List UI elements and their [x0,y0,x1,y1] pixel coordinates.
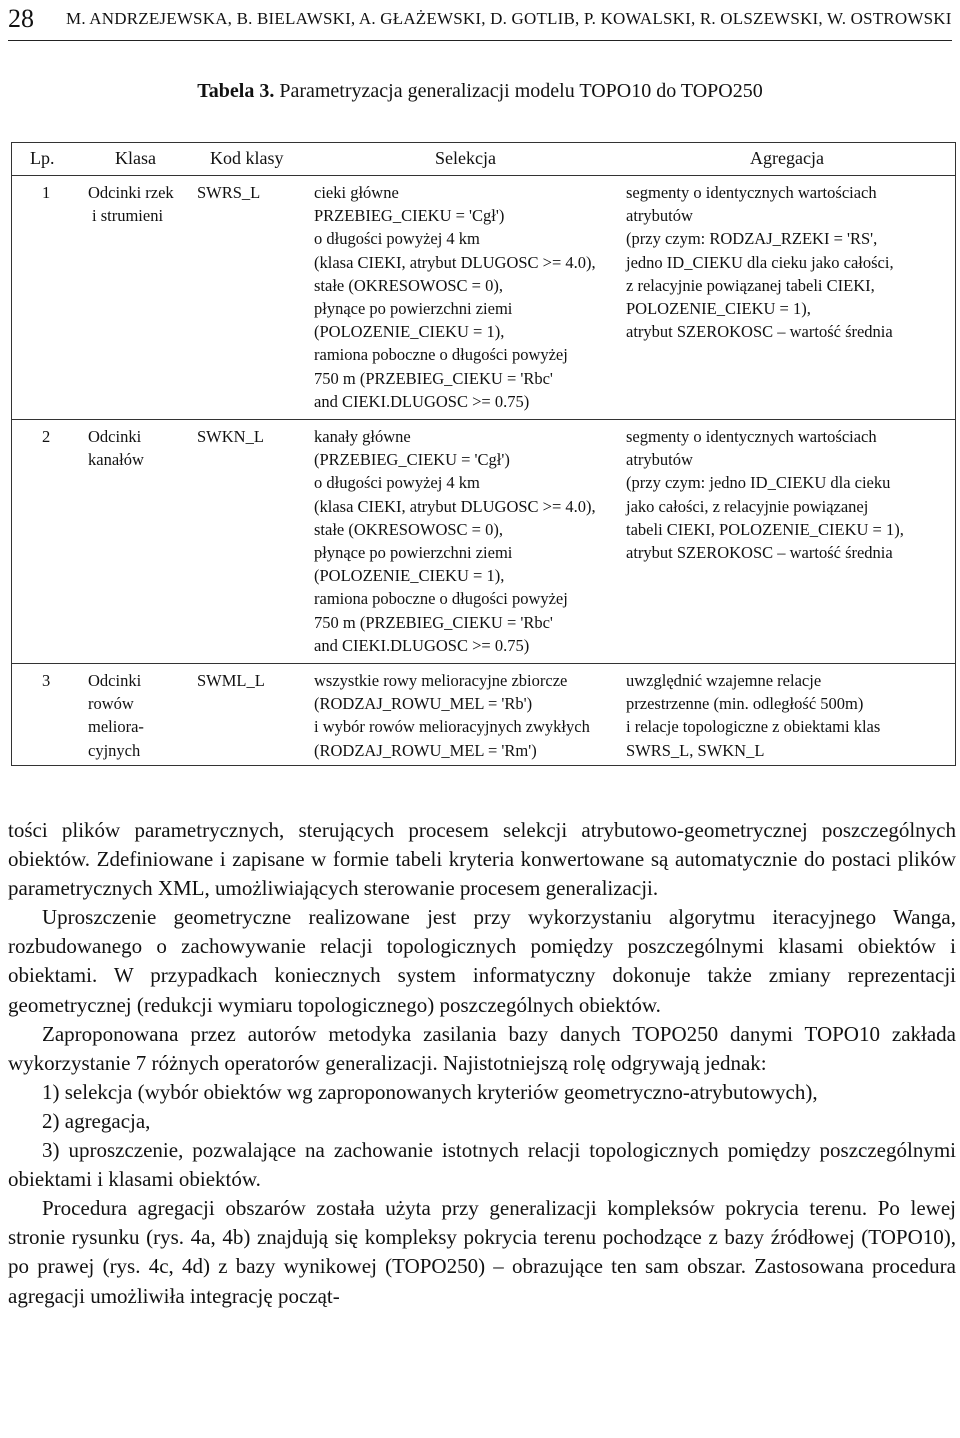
row3-selekcja-line: (RODZAJ_ROWU_MEL = 'Rb') [314,694,533,714]
list-item: 2) agregacja, [42,1108,151,1133]
row1-selekcja-line: o długości powyżej 4 km [314,229,480,249]
row2-selekcja-line: and CIEKI.DLUGOSC >= 0.75) [314,635,530,655]
row2-agregacja-line: atrybut SZEROKOSC – wartość średnia [626,543,893,563]
row3-klasa-line: Odcinki [88,671,142,690]
row1-selekcja-line: 750 m (PRZEBIEG_CIEKU = 'Rbc' [314,368,553,388]
row1-agregacja-line: z relacyjnie powiązanej tabeli CIEKI, [626,275,875,295]
paragraph: tości plików parametrycznych, sterujących procesem selekcji atrybutowo-geometrycznej poszczególnych obiektów. Zdefiniowane i zapisane w formie tabeli kryteria konwertowane są automatycznie do postaci plików parametrycznych XML, umożliwiających sterowanie procesem generalizacji. [8,818,956,901]
row1-selekcja [314,181,596,413]
row1-agregacja-line: atrybut SZEROKOSC – wartość średnia [626,322,893,342]
row2-selekcja [314,425,596,657]
row2-klasa [88,425,144,471]
row3-agregacja-line: przestrzenne (min. odległość 500m) [626,694,864,714]
row2-agregacja-line: tabeli CIEKI, POLOZENIE_CIEKU = 1), [626,519,904,539]
row1-kod: SWRS_L [197,183,261,202]
row2-selekcja-line: ramiona poboczne o długości powyżej [314,589,568,609]
paragraph: Zaproponowana przez autorów metodyka zasilania bazy danych TOPO250 danymi TOPO10 zakłada wykorzystanie 7 różnych operatorów generalizacji. Najistotniejszą rolę odgrywają jednak: [8,1021,956,1075]
row3-lp: 3 [42,671,51,690]
row-separator [12,663,955,664]
row1-klasa-line: i strumieni [92,206,164,226]
row1-agregacja-line: (przy czym: RODZAJ_RZEKI = 'RS', [626,229,878,249]
row2-agregacja-line: (przy czym: jedno ID_CIEKU dla cieku [626,473,891,493]
row-separator [12,419,955,420]
row2-selekcja-line: stałe (OKRESOWOSC = 0), [314,519,503,539]
table-caption-label: Tabela 3. [197,80,275,102]
row2-agregacja-line: atrybutów [626,450,693,470]
column-header-klasa: Klasa [115,148,156,168]
row2-selekcja-line: (klasa CIEKI, atrybut DLUGOSC >= 4.0), [314,496,596,516]
row1-agregacja [626,181,894,343]
row3-selekcja-line: wszystkie rowy melioracyjne zbiorcze [314,671,568,690]
row3-klasa-line: cyjnych [88,740,141,760]
row1-klasa-line: Odcinki rzek [88,183,174,202]
row1-agregacja-line: POLOZENIE_CIEKU = 1), [626,299,811,319]
row2-selekcja-line: kanały główne [314,427,411,446]
row1-selekcja-line: PRZEBIEG_CIEKU = 'Cgł') [314,206,505,226]
row2-agregacja [626,425,904,564]
row2-kod: SWKN_L [197,427,264,446]
row3-agregacja-line: SWRS_L, SWKN_L [626,740,765,760]
row3-selekcja [314,669,590,762]
page-number: 28 [8,4,34,33]
row2-klasa-line: Odcinki [88,427,142,446]
row1-agregacja-line: atrybutów [626,206,693,226]
row1-klasa [88,181,174,227]
list-item: 1) selekcja (wybór obiektów wg zaproponowanych kryteriów geometryczno-atrybutowych), [42,1079,818,1104]
row3-selekcja-line: i wybór rowów melioracyjnych zwykłych [314,717,590,737]
row1-agregacja-line: jedno ID_CIEKU dla cieku jako całości, [626,252,894,272]
row1-selekcja-line: (POLOZENIE_CIEKU = 1), [314,322,505,342]
row1-agregacja-line: segmenty o identycznych wartościach [626,183,877,202]
table-caption [0,80,960,103]
row2-agregacja-line: jako całości, z relacyjnie powiązanej [626,496,869,516]
row3-klasa-line: rowów [88,694,134,714]
column-header-lp: Lp. [30,148,55,168]
row2-selekcja-line: (POLOZENIE_CIEKU = 1), [314,566,505,586]
row2-selekcja-line: płynące po powierzchni ziemi [314,543,513,563]
table-caption-text: Parametryzacja generalizacji modelu TOPO10 do TOPO250 [274,80,763,102]
running-head: M. ANDRZEJEWSKA, B. BIELAWSKI, A. GŁAŻEWSKI, D. GOTLIB, P. KOWALSKI, R. OLSZEWSKI, W. OSTROWSKI [66,9,952,28]
row1-selekcja-line: ramiona poboczne o długości powyżej [314,345,568,365]
row1-selekcja-line: cieki główne [314,183,399,202]
parameter-table [11,142,956,766]
page-header [8,0,952,41]
row2-klasa-line: kanałów [88,450,144,470]
row3-agregacja-line: uwzględnić wzajemne relacje [626,671,822,690]
column-header-kod-klasy: Kod klasy [210,148,284,168]
row3-agregacja [626,669,880,762]
row1-selekcja-line: (klasa CIEKI, atrybut DLUGOSC >= 4.0), [314,252,596,272]
row3-selekcja-line: (RODZAJ_ROWU_MEL = 'Rm') [314,740,537,760]
body-text [8,816,956,1311]
row1-lp: 1 [42,183,51,202]
paragraph: Procedura agregacji obszarów została użyta przy generalizacji kompleksów pokrycia terenu. Po lewej stronie rysunku (rys. 4a, 4b) znajdują się kompleksy pokrycia terenu pochodzące z bazy źródłowej (TOPO10), po prawej (rys. 4c, 4d) z bazy wynikowej (TOPO250) – obrazujące ten sam obszar. Zastosowana procedura agregacji umożliwiła integrację począt- [8,1196,956,1308]
row3-kod: SWML_L [197,671,265,690]
row1-selekcja-line: and CIEKI.DLUGOSC >= 0.75) [314,391,530,411]
row3-klasa-line: meliora- [88,717,144,737]
row3-agregacja-line: i relacje topologiczne z obiektami klas [626,717,881,737]
row1-selekcja-line: płynące po powierzchni ziemi [314,299,513,319]
row2-selekcja-line: (PRZEBIEG_CIEKU = 'Cgł') [314,450,510,470]
row2-lp: 2 [42,427,51,446]
list-item: 3) uproszczenie, pozwalające na zachowanie istotnych relacji topologicznych pomiędzy poszczególnymi obiektami i klasami obiektów. [8,1138,956,1192]
column-header-agregacja: Agregacja [750,148,824,168]
row2-agregacja-line: segmenty o identycznych wartościach [626,427,877,446]
row3-klasa [88,669,144,762]
column-header-selekcja: Selekcja [435,148,496,168]
row2-selekcja-line: o długości powyżej 4 km [314,473,480,493]
paragraph: Uproszczenie geometryczne realizowane jest przy wykorzystaniu algorytmu iteracyjnego Wanga, rozbudowanego o zachowywanie relacji topologicznych pomiędzy poszczególnymi klasami obiektów i obiektami. W przypadkach koniecznych system informatyczny dokonuje także zmiany reprezentacji geometrycznej (redukcji wymiaru topologicznego) poszczególnych obiektów. [8,905,956,1017]
row1-selekcja-line: stałe (OKRESOWOSC = 0), [314,275,503,295]
header-rule [12,175,955,176]
row2-selekcja-line: 750 m (PRZEBIEG_CIEKU = 'Rbc' [314,612,553,632]
